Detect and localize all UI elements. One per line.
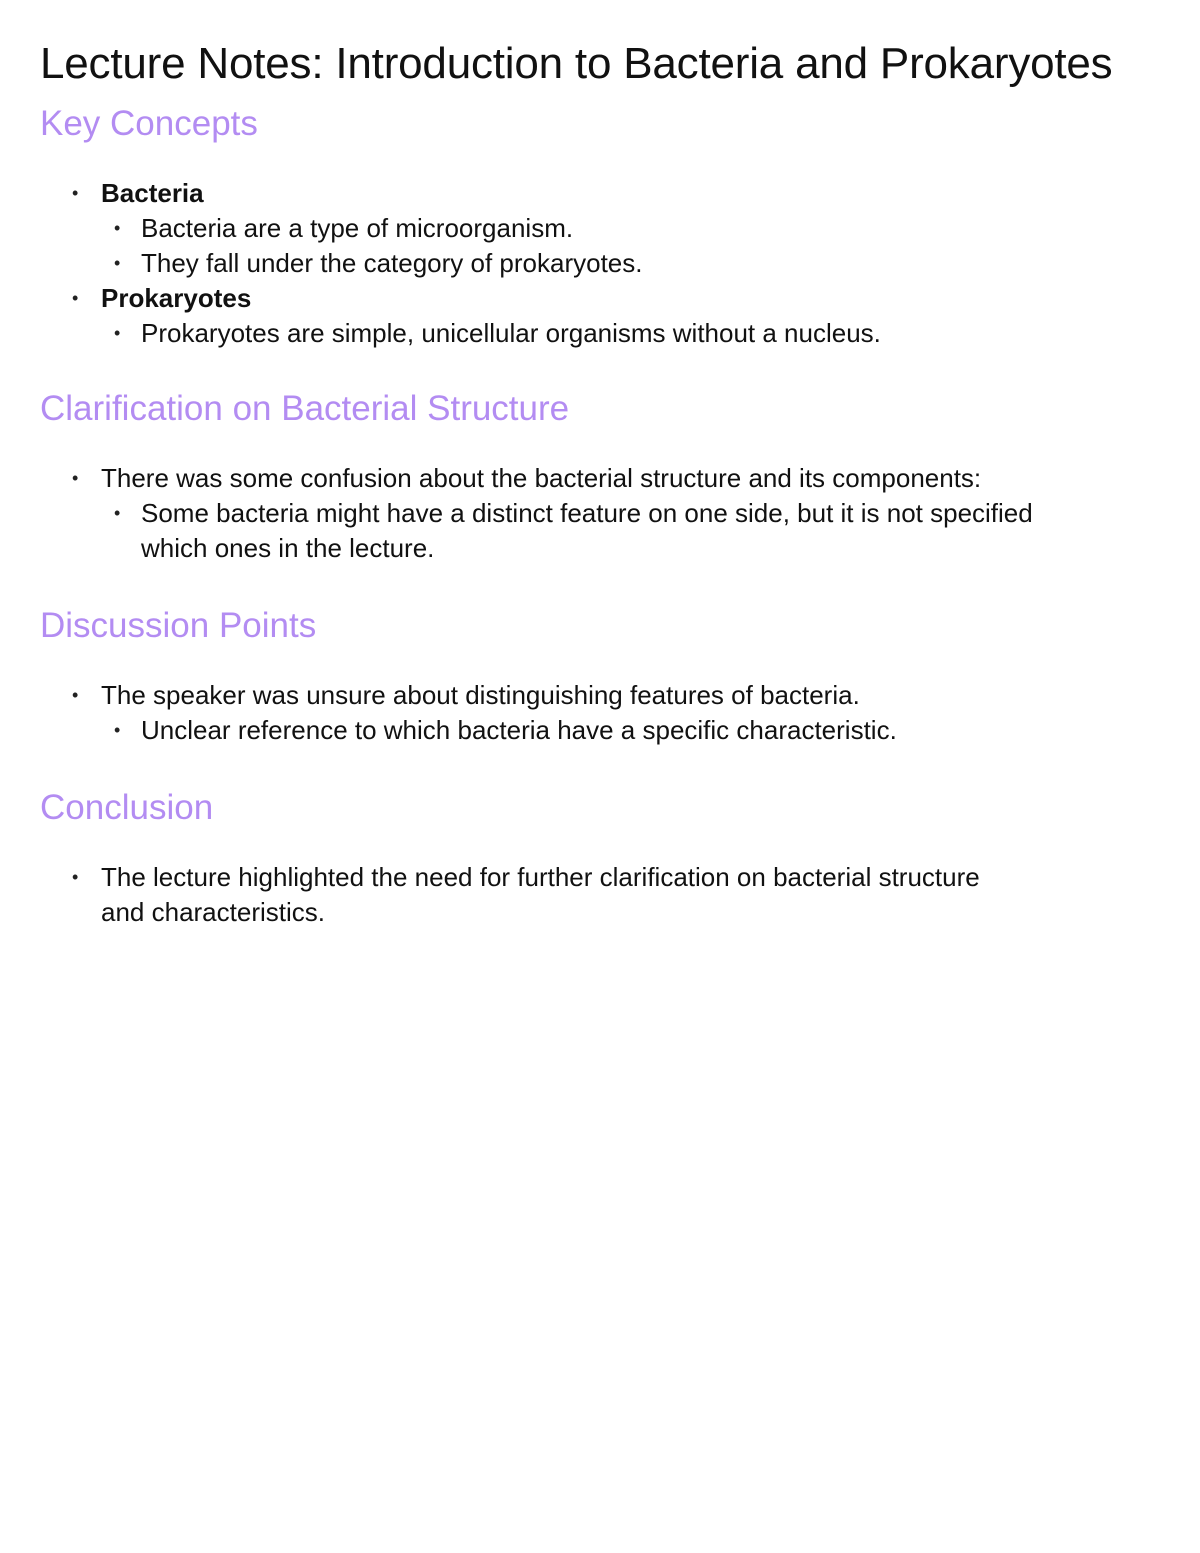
- bullet-list: [40, 860, 1020, 930]
- bullet-icon: •: [72, 685, 79, 705]
- list-item-text: The speaker was unsure about distinguishing features of bacteria.: [101, 680, 860, 710]
- section-heading: Conclusion: [40, 788, 214, 827]
- sub-list-item: [101, 246, 1160, 281]
- section-clarification: [40, 387, 1160, 566]
- section-heading: Key Concepts: [40, 104, 258, 143]
- sub-list-item-text: Bacteria are a type of microorganism.: [141, 213, 574, 243]
- list-item: [40, 281, 1160, 351]
- list-item: [40, 461, 1040, 566]
- list-item: [40, 860, 1020, 930]
- page-title: Lecture Notes: Introduction to Bacteria and Prokaryotes: [40, 39, 1113, 88]
- section-key-concepts: [40, 102, 1160, 351]
- list-item: [40, 678, 1160, 748]
- section-heading: Discussion Points: [40, 606, 317, 645]
- bullet-icon: •: [114, 323, 121, 343]
- bullet-icon: •: [114, 503, 121, 523]
- sub-list-item: [101, 496, 1040, 566]
- bullet-list: [40, 461, 1040, 566]
- bullet-icon: •: [114, 253, 121, 273]
- bullet-icon: •: [72, 183, 79, 203]
- bullet-list: [40, 176, 1160, 351]
- bullet-icon: •: [114, 218, 121, 238]
- sub-list-item-text: They fall under the category of prokaryotes.: [141, 248, 643, 278]
- sub-list-item-text: Some bacteria might have a distinct feature on one side, but it is not specified which ones in the lecture.: [141, 498, 1033, 563]
- sub-bullet-list: [101, 713, 1160, 748]
- sub-bullet-list: [101, 211, 1160, 281]
- sub-bullet-list: [101, 316, 1160, 351]
- bullet-icon: •: [114, 720, 121, 740]
- bullet-icon: •: [72, 867, 79, 887]
- bullet-icon: •: [72, 288, 79, 308]
- sub-list-item: [101, 713, 1160, 748]
- section-conclusion: [40, 786, 1160, 930]
- list-item-text: The lecture highlighted the need for further clarification on bacterial structure and characteristics.: [101, 862, 980, 927]
- sub-bullet-list: [101, 496, 1040, 566]
- bullet-list: [40, 678, 1160, 748]
- sub-list-item: [101, 316, 1160, 351]
- sub-list-item-text: Prokaryotes are simple, unicellular organisms without a nucleus.: [141, 318, 881, 348]
- list-item-text: There was some confusion about the bacterial structure and its components:: [101, 463, 982, 493]
- list-item: [40, 176, 1160, 281]
- sub-list-item-text: Unclear reference to which bacteria have a specific characteristic.: [141, 715, 897, 745]
- sub-list-item: [101, 211, 1160, 246]
- section-discussion-points: [40, 604, 1160, 748]
- list-item-label: Bacteria: [101, 178, 204, 208]
- list-item-label: Prokaryotes: [101, 283, 252, 313]
- bullet-icon: •: [72, 468, 79, 488]
- section-heading: Clarification on Bacterial Structure: [40, 389, 570, 428]
